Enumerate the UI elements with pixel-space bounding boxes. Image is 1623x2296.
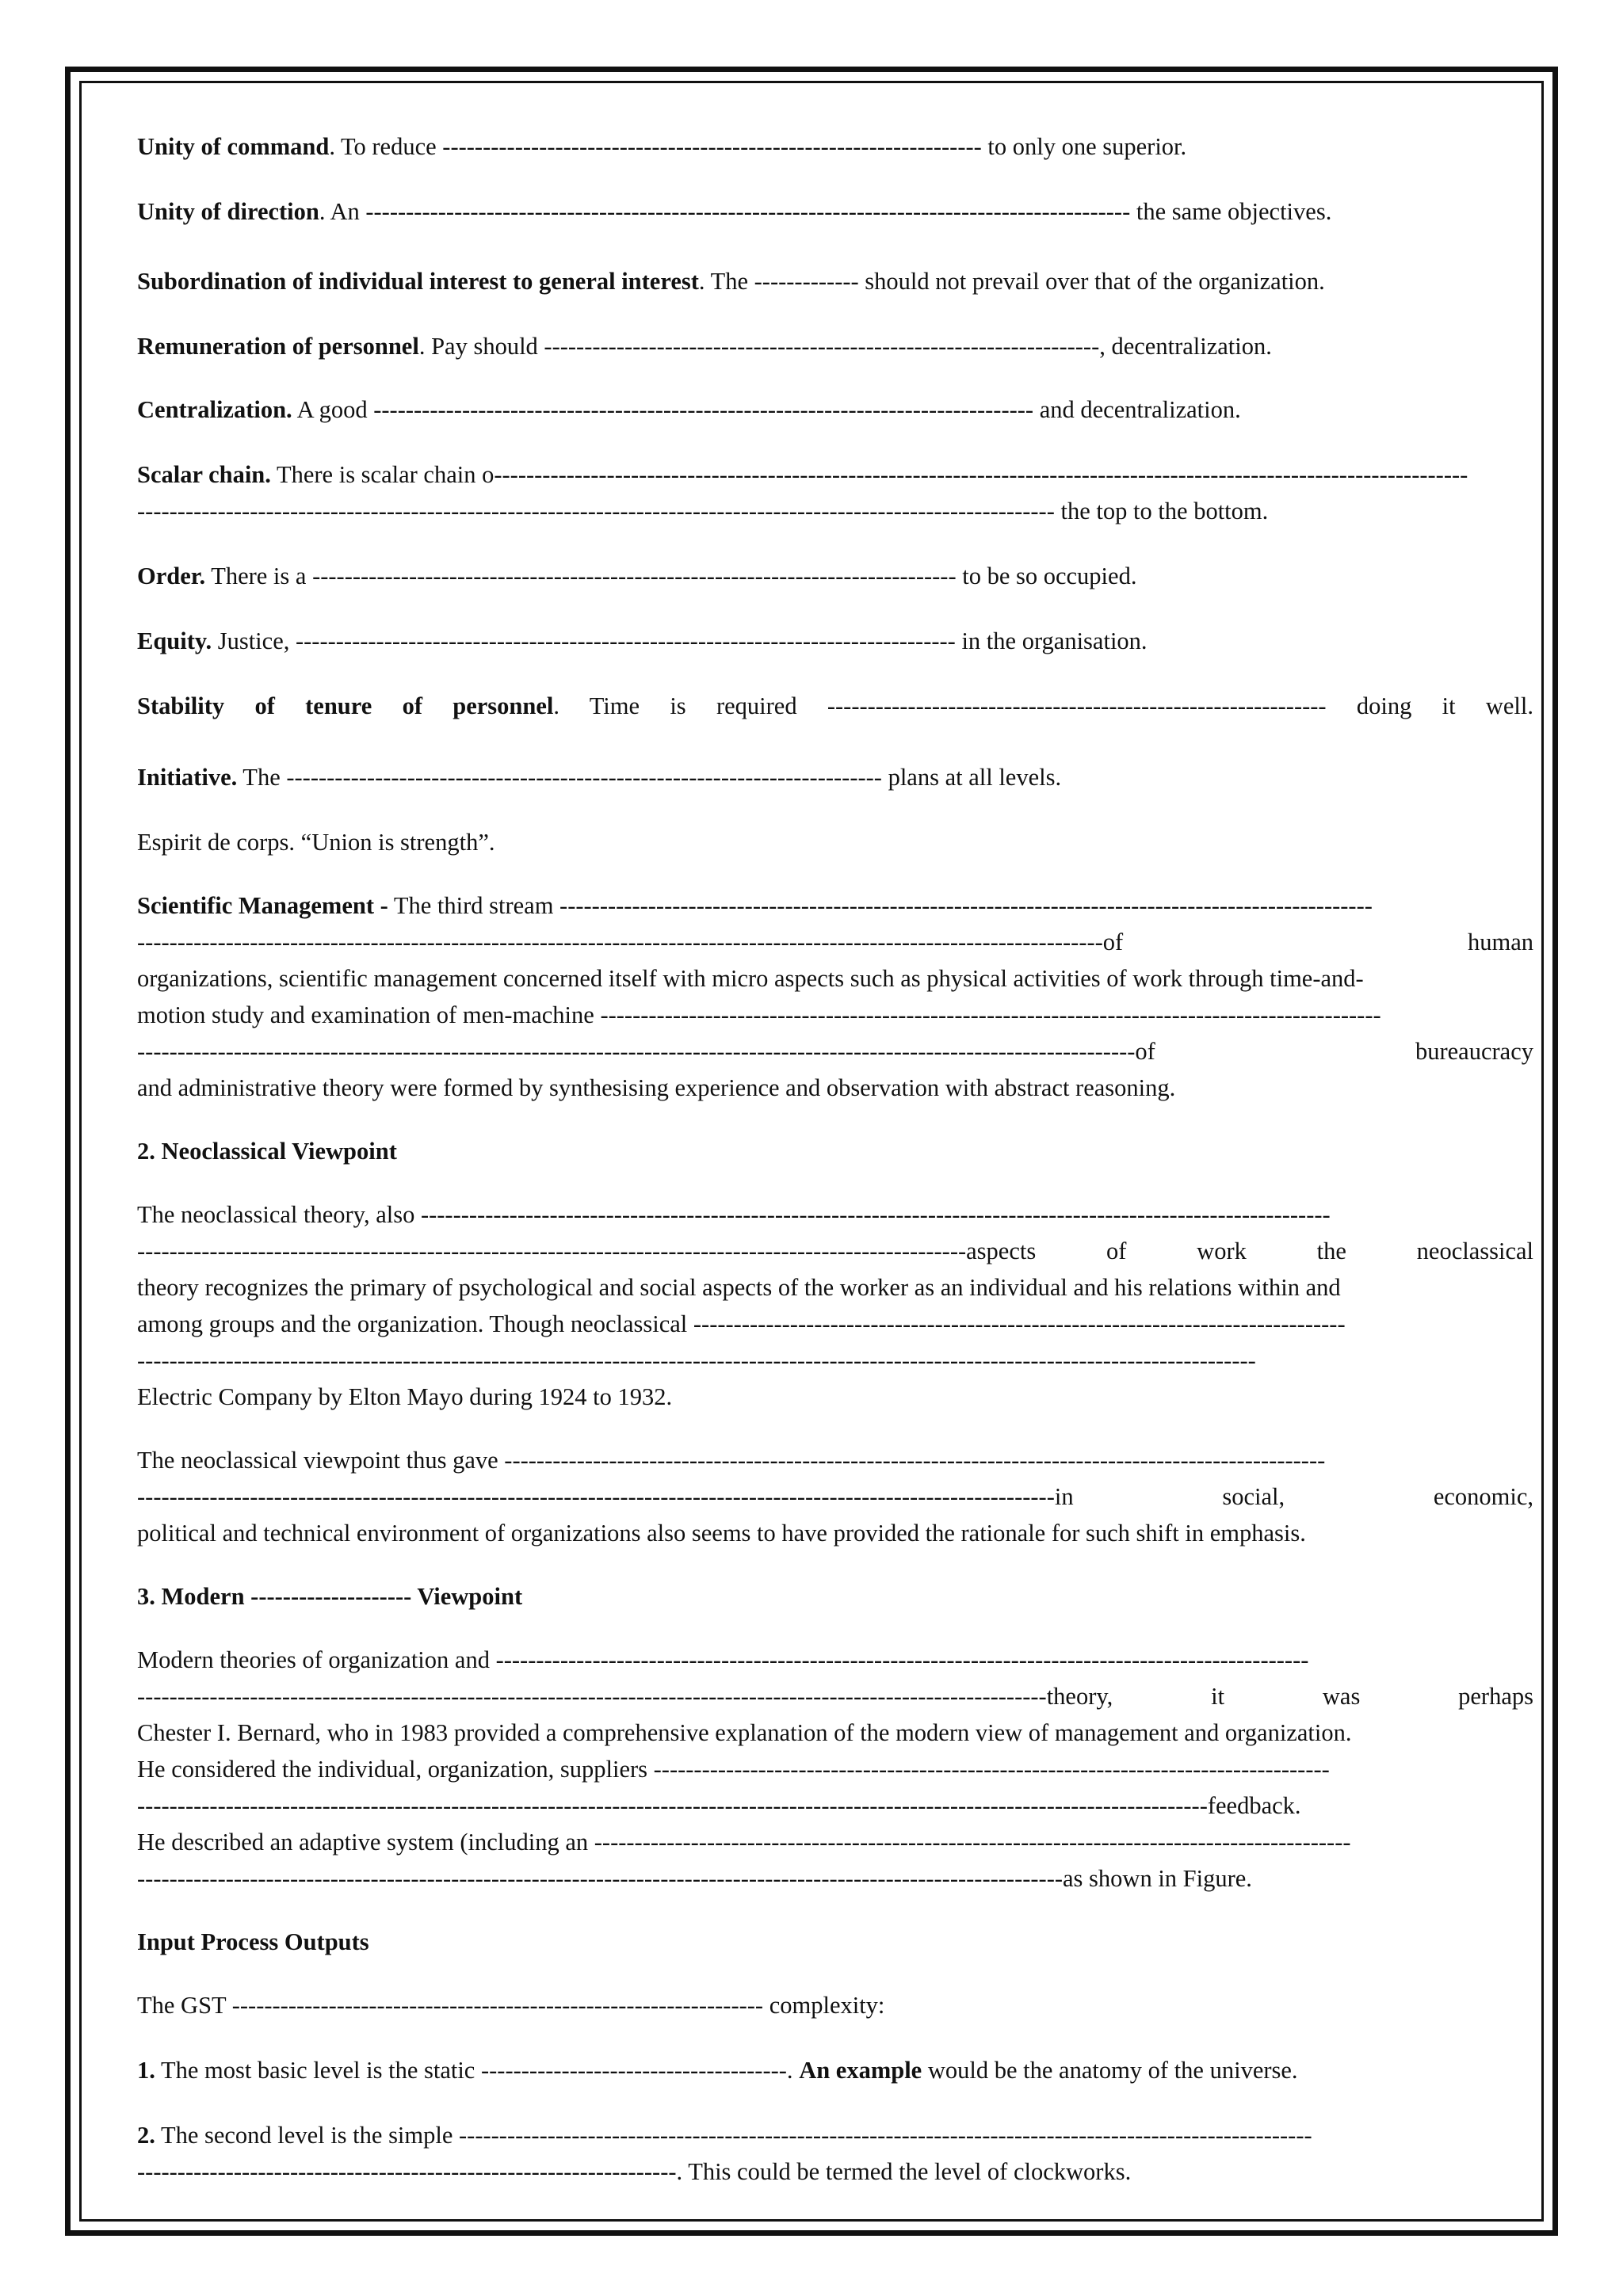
term-stability: Stability of tenure of personnel [137,692,554,719]
text: . Time is required -------------------------------------------------------------- doing it well. [553,692,1533,719]
text-line [137,1478,1533,1515]
text-line [137,1678,1533,1714]
term-subordination: Subordination of individual interest to general interest [137,268,699,295]
text: . To reduce ------------------------------------------------------------------- to only one superior. [329,133,1187,160]
text: The third stream ----------------------------------------------------------------------------------------------------- [388,892,1373,919]
paragraph-espirit: Espirit de corps. “Union is strength”. [137,829,495,856]
paragraph-subordination [137,263,1533,299]
text: There is a -------------------------------------------------------------------------------- to be so occupied. [205,563,1137,589]
list-number: 1. [137,2057,155,2084]
text-line: -------------------------------------------------------------------------------------------------------------------------------------feedback. [137,1792,1301,1819]
paragraph-modern [137,1642,1533,1897]
term-initiative: Initiative. [137,764,238,791]
paragraph-neoclassical-1 [137,1196,1533,1415]
text: of work the neoclassical [1106,1238,1533,1264]
paragraph-scalar-chain [137,456,1533,529]
text-line: The neoclassical viewpoint thus gave ------------------------------------------------------------------------------------------------------ [137,1447,1326,1474]
text-line: Modern theories of organization and ----------------------------------------------------------------------------------------------------- [137,1646,1309,1673]
text: ------------------------------------------------------------------------------------------------------------------in [137,1483,1074,1510]
term-equity: Equity. [137,627,212,654]
text-line: ------------------------------------------------------------------------------------------------------------------ the top to the bottom. [137,498,1269,524]
text-line [137,924,1533,960]
paragraph-centralization [137,391,1533,428]
text-line: ------------------------------------------------------------------------------------------------------------------------------------------- [137,1347,1256,1374]
text-line [137,1233,1533,1269]
heading-neoclassical: 2. Neoclassical Viewpoint [137,1138,397,1165]
text-line: among groups and the organization. Though neoclassical --------------------------------------------------------------------------------- [137,1310,1346,1337]
text: A good ---------------------------------------------------------------------------------- and decentralization. [292,396,1241,423]
term-unity-of-direction: Unity of direction [137,198,319,225]
text-line: He considered the individual, organization, suppliers ------------------------------------------------------------------------------------ [137,1756,1330,1783]
term-unity-of-command: Unity of command [137,133,330,160]
text: would be the anatomy of the universe. [922,2057,1298,2084]
paragraph-order [137,558,1533,594]
text-line: organizations, scientific management concerned itself with micro aspects such as physical activities of work through time-and- [137,965,1364,992]
paragraph-unity-of-command [137,128,1533,165]
text-line: The neoclassical theory, also ----------------------------------------------------------------------------------------------------------------- [137,1201,1331,1228]
paragraph-unity-of-direction [137,193,1533,230]
text: -------------------------------------------------------------------------------------------------------aspects [137,1238,1037,1264]
text: The -------------------------------------------------------------------------- plans at all levels. [237,764,1062,791]
text-line: and administrative theory were formed by synthesising experience and observation with abstract reasoning. [137,1074,1176,1101]
paragraph-level-1 [137,2052,1533,2088]
text: . An ----------------------------------------------------------------------------------------------- the same objectives. [319,198,1332,225]
term-order: Order. [137,563,206,589]
text: social, economic, [1222,1483,1533,1510]
paragraph-initiative [137,759,1533,795]
text-line: -------------------------------------------------------------------. This could be termed the level of clockworks. [137,2158,1132,2185]
text-line: theory recognizes the primary of psychological and social aspects of the worker as an individual and his relations within and [137,1274,1341,1301]
text-line: He described an adaptive system (including an ---------------------------------------------------------------------------------------------- [137,1829,1351,1855]
text: bureaucracy [1415,1038,1533,1065]
heading-modern: 3. Modern -------------------- Viewpoint [137,1583,523,1610]
term-scientific-management: Scientific Management - [137,892,388,919]
text: . Pay should ---------------------------------------------------------------------, decentralization. [418,333,1272,360]
paragraph-level-2 [137,2117,1533,2190]
text: There is scalar chain o------------------------------------------------------------------------------------------------------------------------- [270,461,1468,488]
text: Justice, ---------------------------------------------------------------------------------- in the organisation. [212,627,1148,654]
text-line [137,1033,1533,1070]
text: The second level is the simple ---------------------------------------------------------------------------------------------------------- [155,2122,1312,2149]
text: The most basic level is the static --------------------------------------. [155,2057,800,2084]
text-line: Chester I. Bernard, who in 1983 provided a comprehensive explanation of the modern view of management and organization. [137,1719,1352,1746]
text-line: Electric Company by Elton Mayo during 1924 to 1932. [137,1383,673,1410]
document-body [137,128,1533,2217]
term-scalar-chain: Scalar chain. [137,461,271,488]
text: -----------------------------------------------------------------------------------------------------------------theory, [137,1683,1113,1710]
text-line: motion study and examination of men-machine ------------------------------------------------------------------------------------------------- [137,1001,1381,1028]
term-remuneration: Remuneration of personnel [137,333,419,360]
list-number: 2. [137,2122,155,2149]
stability-line [137,688,1533,724]
text: human [1467,929,1533,955]
term-centralization: Centralization. [137,396,292,423]
text: . The ------------- should not prevail over that of the organization. [698,268,1325,295]
paragraph-scientific-management [137,887,1533,1106]
term-an-example: An example [799,2057,922,2084]
text: ------------------------------------------------------------------------------------------------------------------------of [137,929,1124,955]
text: it was perhaps [1211,1683,1533,1710]
paragraph-neoclassical-2 [137,1442,1533,1551]
paragraph-gst: The GST ------------------------------------------------------------------ complexity: [137,1992,885,2019]
paragraph-equity [137,623,1533,659]
paragraph-stability [137,688,1533,724]
text-line: political and technical environment of organizations also seems to have provided the rationale for such shift in emphasis. [137,1520,1306,1547]
heading-input-process-outputs: Input Process Outputs [137,1928,369,1955]
paragraph-remuneration [137,328,1533,364]
text-line: -------------------------------------------------------------------------------------------------------------------as shown in Figure. [137,1865,1252,1892]
text: ----------------------------------------------------------------------------------------------------------------------------of [137,1038,1155,1065]
